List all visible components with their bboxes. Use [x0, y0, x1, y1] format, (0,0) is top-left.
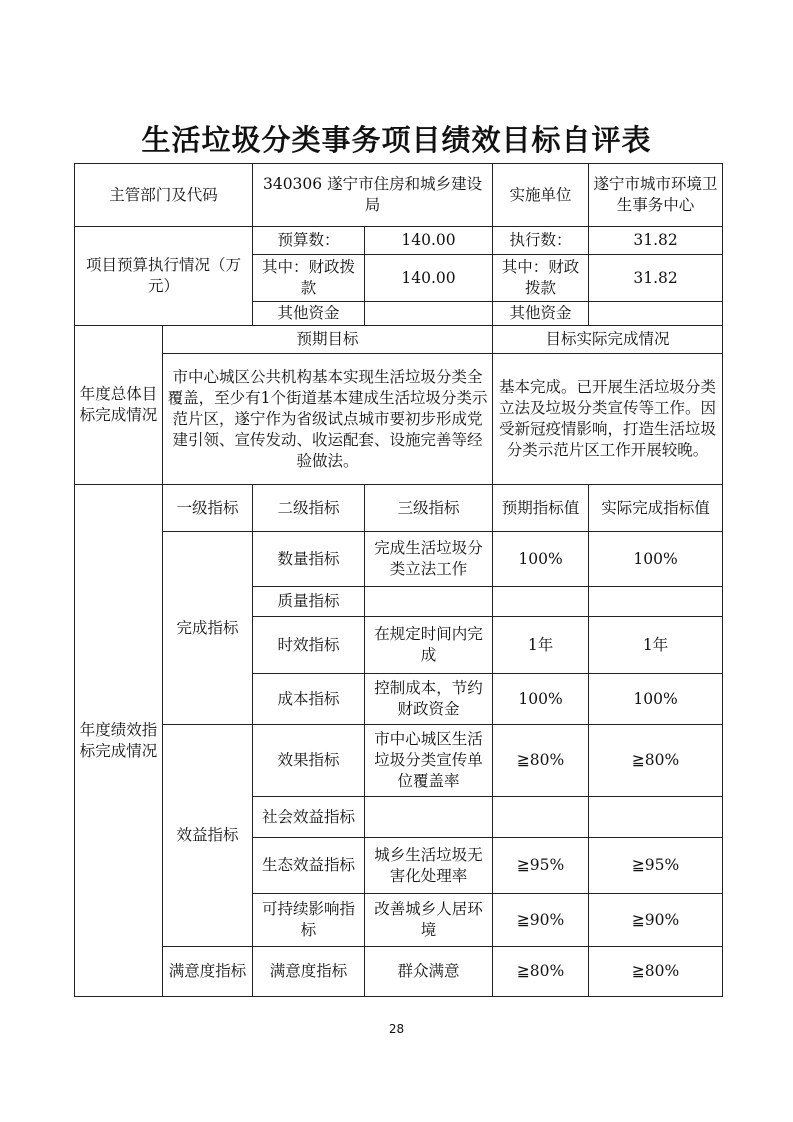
indicator-header-row [75, 485, 723, 532]
level3-cell: 群众满意 [365, 947, 493, 997]
col-actual: 实际完成指标值 [589, 485, 723, 532]
actual-cell: ≧80% [589, 725, 723, 797]
budget-amount-value: 140.00 [365, 227, 493, 255]
level3-cell: 市中心城区生活垃圾分类宣传单位覆盖率 [365, 725, 493, 797]
dept-label: 主管部门及代码 [75, 164, 253, 227]
indicators-label: 年度绩效指标完成情况 [75, 485, 163, 997]
level2-cell: 时效指标 [253, 617, 365, 674]
group-benefit: 效益指标 [163, 725, 253, 947]
level2-cell: 质量指标 [253, 587, 365, 617]
fiscal-budget-label: 其中：财政拨款 [253, 255, 365, 302]
other-budget-value [365, 302, 493, 326]
annual-content-row [75, 354, 723, 485]
group-completion: 完成指标 [163, 532, 253, 725]
level3-cell [365, 587, 493, 617]
group-satisfaction: 满意度指标 [163, 947, 253, 997]
table-row [75, 532, 723, 587]
level2-cell: 生态效益指标 [253, 838, 365, 894]
actual-cell: 100% [589, 674, 723, 725]
header-row [75, 164, 723, 227]
expected-cell: 100% [493, 532, 589, 587]
actual-result-text: 基本完成。已开展生活垃圾分类立法及垃圾分类宣传等工作。因受新冠疫情影响，打造生活垃圾分类示范片区工作开展较晚。 [493, 354, 723, 485]
page-number: 28 [388, 1022, 405, 1036]
level3-cell: 城乡生活垃圾无害化处理率 [365, 838, 493, 894]
level3-cell: 在规定时间内完成 [365, 617, 493, 674]
level2-cell: 成本指标 [253, 674, 365, 725]
expected-cell [493, 797, 589, 838]
level3-cell: 改善城乡人居环境 [365, 894, 493, 947]
actual-cell: ≧80% [589, 947, 723, 997]
expected-header: 预期目标 [163, 326, 493, 354]
level2-cell: 满意度指标 [253, 947, 365, 997]
expected-cell [493, 587, 589, 617]
other-exec-label: 其他资金 [493, 302, 589, 326]
expected-cell: 1年 [493, 617, 589, 674]
level3-cell: 控制成本，节约财政资金 [365, 674, 493, 725]
budget-row [75, 227, 723, 255]
actual-cell [589, 587, 723, 617]
expected-cell: 100% [493, 674, 589, 725]
exec-amount-value: 31.82 [589, 227, 723, 255]
dept-value: 340306 遂宁市住房和城乡建设局 [253, 164, 493, 227]
exec-amount-label: 执行数： [493, 227, 589, 255]
fiscal-exec-value: 31.82 [589, 255, 723, 302]
performance-table [74, 163, 723, 997]
table-row [75, 947, 723, 997]
actual-header: 目标实际完成情况 [493, 326, 723, 354]
actual-cell: 100% [589, 532, 723, 587]
level3-cell: 完成生活垃圾分类立法工作 [365, 532, 493, 587]
fiscal-budget-value: 140.00 [365, 255, 493, 302]
actual-cell: ≧95% [589, 838, 723, 894]
level2-cell: 社会效益指标 [253, 797, 365, 838]
expected-cell: ≧80% [493, 947, 589, 997]
other-budget-label: 其他资金 [253, 302, 365, 326]
col-expected: 预期指标值 [493, 485, 589, 532]
annual-header-row [75, 326, 723, 354]
level2-cell: 可持续影响指标 [253, 894, 365, 947]
col-level2: 二级指标 [253, 485, 365, 532]
expected-cell: ≧90% [493, 894, 589, 947]
level2-cell: 效果指标 [253, 725, 365, 797]
budget-label: 项目预算执行情况（万元） [75, 227, 253, 326]
col-level3: 三级指标 [365, 485, 493, 532]
col-level1: 一级指标 [163, 485, 253, 532]
expected-cell: ≧95% [493, 838, 589, 894]
impl-label: 实施单位 [493, 164, 589, 227]
actual-cell: 1年 [589, 617, 723, 674]
other-exec-value [589, 302, 723, 326]
table-row [75, 725, 723, 797]
budget-amount-label: 预算数： [253, 227, 365, 255]
expected-cell: ≧80% [493, 725, 589, 797]
level2-cell: 数量指标 [253, 532, 365, 587]
impl-value: 遂宁市城市环境卫生事务中心 [589, 164, 723, 227]
actual-cell [589, 797, 723, 838]
expected-target-text: 市中心城区公共机构基本实现生活垃圾分类全覆盖，至少有1个街道基本建成生活垃圾分类示范片区，遂宁作为省级试点城市要初步形成党建引领、宣传发动、收运配套、设施完善等经验做法。 [163, 354, 493, 485]
actual-cell: ≧90% [589, 894, 723, 947]
fiscal-exec-label: 其中：财政拨款 [493, 255, 589, 302]
page-title: 生活垃圾分类事务项目绩效目标自评表 [141, 123, 652, 157]
level3-cell [365, 797, 493, 838]
annual-label: 年度总体目标完成情况 [75, 326, 163, 485]
